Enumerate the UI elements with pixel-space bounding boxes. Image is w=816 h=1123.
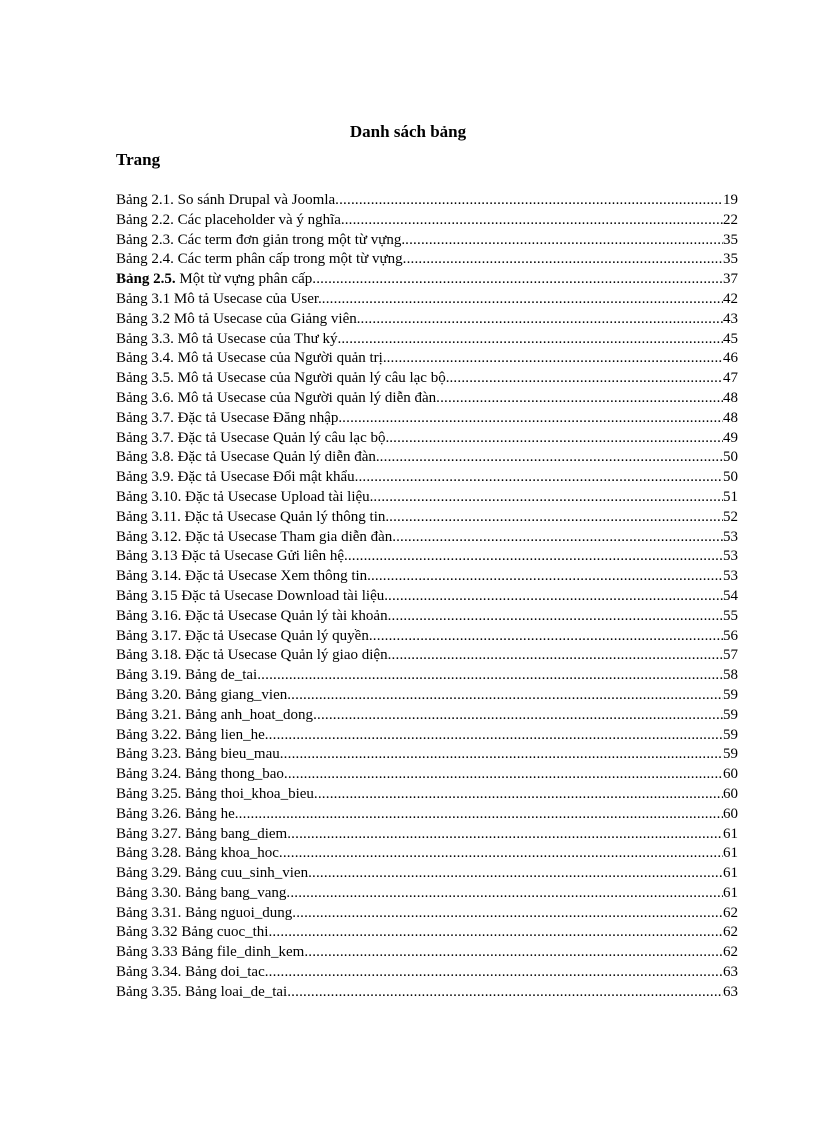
toc-entry[interactable] bbox=[116, 488, 738, 508]
dot-leader bbox=[292, 904, 723, 924]
toc-entry-label bbox=[116, 567, 371, 587]
toc-entry-label bbox=[116, 904, 292, 924]
toc-entry-label bbox=[116, 290, 322, 310]
toc-entry[interactable] bbox=[116, 745, 738, 765]
toc-entry-label bbox=[116, 270, 312, 290]
toc-entry[interactable] bbox=[116, 211, 738, 231]
dot-leader bbox=[345, 211, 723, 231]
toc-entry-label bbox=[116, 488, 373, 508]
toc-entry-page-number: 57 bbox=[723, 647, 738, 664]
dot-leader bbox=[322, 290, 723, 310]
toc-entry[interactable] bbox=[116, 191, 738, 211]
toc-entry-page-number: 46 bbox=[723, 350, 738, 367]
toc-entry-page-number: 53 bbox=[723, 568, 738, 585]
toc-entry-page-number: 63 bbox=[723, 964, 738, 981]
toc-entry[interactable] bbox=[116, 943, 738, 963]
toc-entry[interactable] bbox=[116, 805, 738, 825]
toc-entry-page-number: 60 bbox=[723, 805, 738, 822]
toc-entry-page-number: 35 bbox=[723, 251, 738, 268]
dot-leader bbox=[280, 745, 723, 765]
toc-entry-page-number: 50 bbox=[723, 449, 738, 466]
toc-entry-label bbox=[116, 884, 286, 904]
toc-entry-label-text: Bảng 3.1 Mô tả Usecase của User. bbox=[116, 290, 322, 307]
toc-entry-page-number: 56 bbox=[723, 627, 738, 644]
toc-entry[interactable] bbox=[116, 923, 738, 943]
dot-leader bbox=[405, 231, 723, 251]
dot-leader bbox=[268, 923, 723, 943]
toc-entry-page-number: 48 bbox=[723, 389, 738, 406]
toc-entry-label bbox=[116, 369, 449, 389]
dot-leader bbox=[314, 785, 723, 805]
dot-leader bbox=[265, 726, 723, 746]
toc-entry-page-number: 35 bbox=[723, 231, 738, 248]
toc-entry-page-number: 59 bbox=[723, 706, 738, 723]
toc-entry[interactable] bbox=[116, 389, 738, 409]
dot-leader bbox=[389, 429, 723, 449]
toc-entry-label-text: Bảng 3.31. Bảng nguoi_dung bbox=[116, 904, 293, 921]
toc-entry-page-number: 51 bbox=[723, 488, 738, 505]
toc-entry-label-text: Bảng 3.5. Mô tả Usecase của Người quản lý câu lạc bộ. bbox=[116, 370, 450, 387]
toc-entry-label-text: Bảng 3.25. Bảng thoi_khoa_bieu bbox=[116, 785, 314, 802]
toc-entry-page-number: 59 bbox=[723, 686, 738, 703]
dot-leader bbox=[287, 686, 723, 706]
toc-entry[interactable] bbox=[116, 231, 738, 251]
toc-entry-label-text: Bảng 3.19. Bảng de_tai bbox=[116, 667, 258, 684]
dot-leader bbox=[279, 844, 723, 864]
toc-entry-page-number: 55 bbox=[723, 607, 738, 624]
dot-leader bbox=[358, 468, 723, 488]
toc-entry[interactable] bbox=[116, 666, 738, 686]
toc-entry[interactable] bbox=[116, 429, 738, 449]
dot-leader bbox=[387, 349, 723, 369]
toc-entry-page-number: 48 bbox=[723, 409, 738, 426]
toc-entry[interactable] bbox=[116, 250, 738, 270]
toc-entry-label-text: Bảng 3.28. Bảng khoa_hoc bbox=[116, 845, 279, 862]
toc-entry[interactable] bbox=[116, 646, 738, 666]
dot-leader bbox=[380, 448, 723, 468]
toc-entry-label bbox=[116, 923, 268, 943]
toc-entry-label bbox=[116, 310, 361, 330]
toc-entry-page-number: 60 bbox=[723, 785, 738, 802]
toc-entry-label-text: Bảng 3.10. Đặc tả Usecase Upload tài liệu. bbox=[116, 488, 374, 505]
dot-leader bbox=[257, 666, 723, 686]
toc-entry-page-number: 52 bbox=[723, 508, 738, 525]
toc-entry-page-number: 53 bbox=[723, 528, 738, 545]
toc-entry-label-text: Bảng 3.14. Đặc tả Usecase Xem thông tin. bbox=[116, 568, 371, 585]
toc-entry-page-number: 62 bbox=[723, 904, 738, 921]
toc-entry-label-text: Một từ vựng phân cấp bbox=[175, 271, 313, 288]
dot-leader bbox=[265, 963, 723, 983]
toc-entry[interactable] bbox=[116, 409, 738, 429]
toc-entry-label bbox=[116, 508, 389, 528]
toc-entry-label bbox=[116, 389, 436, 409]
toc-entry-page-number: 60 bbox=[723, 766, 738, 783]
toc-entry-label-text: Bảng 3.9. Đặc tả Usecase Đổi mật khẩu. bbox=[116, 469, 359, 486]
toc-entry-page-number: 22 bbox=[723, 211, 738, 228]
toc-entry-label-text: Bảng 3.3. Mô tả Usecase của Thư ký. bbox=[116, 330, 342, 347]
toc-entry-label-text: Bảng 3.30. Bảng bang_vang bbox=[116, 884, 287, 901]
toc-entry-label-text: Bảng 3.17. Đặc tả Usecase Quản lý quyền bbox=[116, 627, 369, 644]
toc-entry-label bbox=[116, 468, 358, 488]
toc-entry[interactable] bbox=[116, 963, 738, 983]
toc-entry[interactable] bbox=[116, 508, 738, 528]
toc-entry-label bbox=[116, 429, 389, 449]
toc-entry-page-number: 19 bbox=[723, 192, 738, 208]
toc-entry[interactable] bbox=[116, 290, 738, 310]
dot-leader bbox=[449, 369, 723, 389]
dot-leader bbox=[389, 508, 723, 528]
toc-entry-label bbox=[116, 547, 348, 567]
toc-entry-label bbox=[116, 211, 345, 231]
dot-leader bbox=[313, 706, 723, 726]
toc-entry-label-text: Bảng 3.23. Bảng bieu_mau bbox=[116, 746, 280, 763]
dot-leader bbox=[388, 587, 723, 607]
dot-leader bbox=[388, 607, 723, 627]
toc-entry[interactable] bbox=[116, 528, 738, 548]
toc-entry-label-text: Bảng 3.29. Bảng cuu_sinh_vien bbox=[116, 865, 309, 882]
page-title: Danh sách bảng bbox=[349, 122, 467, 141]
toc-entry-label-text: Bảng 3.18. Đặc tả Usecase Quản lý giao diện bbox=[116, 647, 388, 664]
toc-entry[interactable] bbox=[116, 567, 738, 587]
toc-entry-label bbox=[116, 706, 313, 726]
page-column-heading: Trang bbox=[116, 150, 161, 169]
toc-entry-label bbox=[116, 963, 265, 983]
dot-leader bbox=[308, 864, 723, 884]
toc-entry[interactable] bbox=[116, 825, 738, 845]
toc-entry-label bbox=[116, 943, 304, 963]
toc-entry[interactable] bbox=[116, 785, 738, 805]
toc-entry[interactable] bbox=[116, 270, 738, 290]
toc-entry-label bbox=[116, 805, 235, 825]
toc-entry-page-number: 50 bbox=[723, 469, 738, 486]
dot-leader bbox=[436, 389, 723, 409]
toc-entry[interactable] bbox=[116, 448, 738, 468]
toc-entry-label bbox=[116, 646, 388, 666]
toc-entry-label bbox=[116, 607, 388, 627]
toc-entry[interactable] bbox=[116, 330, 738, 350]
toc-entry-label bbox=[116, 745, 280, 765]
toc-entry-label-text: Bảng 3.21. Bảng anh_hoat_dong bbox=[116, 706, 314, 723]
toc-entry[interactable] bbox=[116, 864, 738, 884]
toc-entry-page-number: 45 bbox=[723, 330, 738, 347]
toc-entry-page-number: 42 bbox=[723, 290, 738, 307]
toc-entry-label-text: Bảng 3.11. Đặc tả Usecase Quản lý thông tin. bbox=[116, 508, 390, 525]
toc-entry[interactable] bbox=[116, 904, 738, 924]
toc-entry-page-number: 59 bbox=[723, 746, 738, 763]
toc-entry[interactable] bbox=[116, 468, 738, 488]
toc-entry-label bbox=[116, 844, 279, 864]
toc-entry[interactable] bbox=[116, 726, 738, 746]
toc-entry-page-number: 53 bbox=[723, 548, 738, 565]
toc-entry[interactable] bbox=[116, 884, 738, 904]
toc-entry-label-text: Bảng 3.26. Bảng he bbox=[116, 805, 235, 822]
dot-leader bbox=[342, 409, 723, 429]
dot-leader bbox=[396, 528, 723, 548]
toc-entry-page-number: 61 bbox=[723, 825, 738, 842]
toc-entry-label bbox=[116, 448, 380, 468]
dot-leader bbox=[403, 250, 723, 270]
toc-entry-label-text: Bảng 3.24. Bảng thong_bao bbox=[116, 766, 284, 783]
toc-entry-label-text: Bảng 3.2 Mô tả Usecase của Giảng viên. bbox=[116, 310, 361, 327]
dot-leader bbox=[287, 983, 723, 1003]
dot-leader bbox=[286, 884, 723, 904]
toc-entry-label bbox=[116, 409, 342, 429]
dot-leader bbox=[348, 547, 723, 567]
toc-entry-page-number: 61 bbox=[723, 865, 738, 882]
toc-entry-label bbox=[116, 686, 287, 706]
toc-entry-label-text: Bảng 3.7. Đặc tả Usecase Quản lý câu lạc bộ. bbox=[116, 429, 390, 446]
toc-entry-page-number: 62 bbox=[723, 944, 738, 961]
toc-entry[interactable] bbox=[116, 547, 738, 567]
toc-entry-label bbox=[116, 666, 257, 686]
dot-leader bbox=[284, 765, 723, 785]
toc-entry-label-text: Bảng 2.2. Các placeholder và ý nghĩa. bbox=[116, 211, 345, 228]
toc-entry-page-number: 54 bbox=[723, 587, 738, 604]
toc-entry-page-number: 61 bbox=[723, 884, 738, 901]
toc-entry-label bbox=[116, 983, 287, 1003]
dot-leader bbox=[361, 310, 723, 330]
dot-leader bbox=[335, 191, 723, 211]
toc-entry[interactable] bbox=[116, 844, 738, 864]
toc-entry-label bbox=[116, 765, 284, 785]
toc-entry-label-text: Bảng 3.33 Bảng file_dinh_kem bbox=[116, 944, 305, 961]
toc-entry-label-text: Bảng 3.8. Đặc tả Usecase Quản lý diễn đàn. bbox=[116, 449, 380, 466]
toc-entry[interactable] bbox=[116, 627, 738, 647]
dot-leader bbox=[287, 825, 723, 845]
toc-entry-label-text: Bảng 3.12. Đặc tả Usecase Tham gia diễn đàn. bbox=[116, 528, 397, 545]
dot-leader bbox=[341, 330, 723, 350]
toc-entry-label-text: Bảng 3.4. Mô tả Usecase của Người quản trị. bbox=[116, 350, 387, 367]
toc-entry-label-text: Bảng 3.27. Bảng bang_diem bbox=[116, 825, 288, 842]
toc-entry-label bbox=[116, 864, 308, 884]
toc-entry-label-text: Bảng 2.3. Các term đơn giản trong một từ vựng. bbox=[116, 231, 406, 248]
toc-entry-label-text: Bảng 3.15 Đặc tả Usecase Download tài liệu. bbox=[116, 587, 388, 604]
toc-entry-label-text: Bảng 3.20. Bảng giang_vien bbox=[116, 686, 288, 703]
toc-entry-page-number: 37 bbox=[723, 271, 738, 288]
toc-entry-page-number: 59 bbox=[723, 726, 738, 743]
toc-entry-label-text: Bảng 3.34. Bảng doi_tac bbox=[116, 964, 265, 981]
toc-entry-label-text: Bảng 2.4. Các term phân cấp trong một từ vựng bbox=[116, 251, 403, 268]
toc-entry[interactable] bbox=[116, 349, 738, 369]
toc-entry[interactable] bbox=[116, 706, 738, 726]
toc-entry[interactable] bbox=[116, 369, 738, 389]
toc-entry-label bbox=[116, 726, 265, 746]
toc-entry-page-number: 62 bbox=[723, 924, 738, 941]
toc-entry-label bbox=[116, 785, 314, 805]
dot-leader bbox=[388, 646, 723, 666]
table-list bbox=[116, 191, 738, 1003]
toc-entry-label-text: Bảng 3.22. Bảng lien_he bbox=[116, 726, 265, 743]
toc-entry[interactable] bbox=[116, 983, 738, 1003]
toc-entry-label bbox=[116, 528, 396, 548]
dot-leader bbox=[312, 270, 723, 290]
toc-entry-label-text: Bảng 2.1. So sánh Drupal và Joomla bbox=[116, 192, 336, 208]
toc-entry-label bbox=[116, 191, 335, 211]
toc-entry-label bbox=[116, 250, 403, 270]
toc-entry[interactable] bbox=[116, 310, 738, 330]
toc-entry-label bbox=[116, 330, 341, 350]
toc-entry-page-number: 49 bbox=[723, 429, 738, 446]
dot-leader bbox=[369, 627, 723, 647]
toc-entry-label-text: Bảng 3.16. Đặc tả Usecase Quản lý tài khoản bbox=[116, 607, 388, 624]
toc-entry-page-number: 47 bbox=[723, 370, 738, 387]
toc-entry-label-text: Bảng 3.13 Đặc tả Usecase Gửi liên hệ. bbox=[116, 548, 348, 565]
toc-entry-label-text: Bảng 3.7. Đặc tả Usecase Đăng nhập. bbox=[116, 409, 343, 426]
toc-entry-label-bold: Bảng 2.5. bbox=[116, 271, 176, 288]
dot-leader bbox=[373, 488, 723, 508]
dot-leader bbox=[304, 943, 723, 963]
toc-entry-label bbox=[116, 349, 387, 369]
toc-entry-label-text: Bảng 3.35. Bảng loai_de_tai bbox=[116, 983, 288, 1000]
toc-entry-page-number: 58 bbox=[723, 667, 738, 684]
toc-entry[interactable] bbox=[116, 765, 738, 785]
toc-entry-label-text: Bảng 3.32 Bảng cuoc_thi bbox=[116, 924, 269, 941]
toc-entry-label bbox=[116, 825, 287, 845]
toc-entry-page-number: 43 bbox=[723, 310, 738, 327]
dot-leader bbox=[235, 805, 723, 825]
toc-entry-label-text: Bảng 3.6. Mô tả Usecase của Người quản lý diễn đàn bbox=[116, 389, 437, 406]
toc-entry-label bbox=[116, 231, 405, 251]
toc-entry-label bbox=[116, 627, 369, 647]
toc-entry[interactable] bbox=[116, 607, 738, 627]
toc-entry[interactable] bbox=[116, 587, 738, 607]
toc-entry[interactable] bbox=[116, 686, 738, 706]
toc-entry-page-number: 63 bbox=[723, 983, 738, 1000]
toc-entry-label bbox=[116, 587, 388, 607]
dot-leader bbox=[371, 567, 723, 587]
toc-entry-page-number: 61 bbox=[723, 845, 738, 862]
